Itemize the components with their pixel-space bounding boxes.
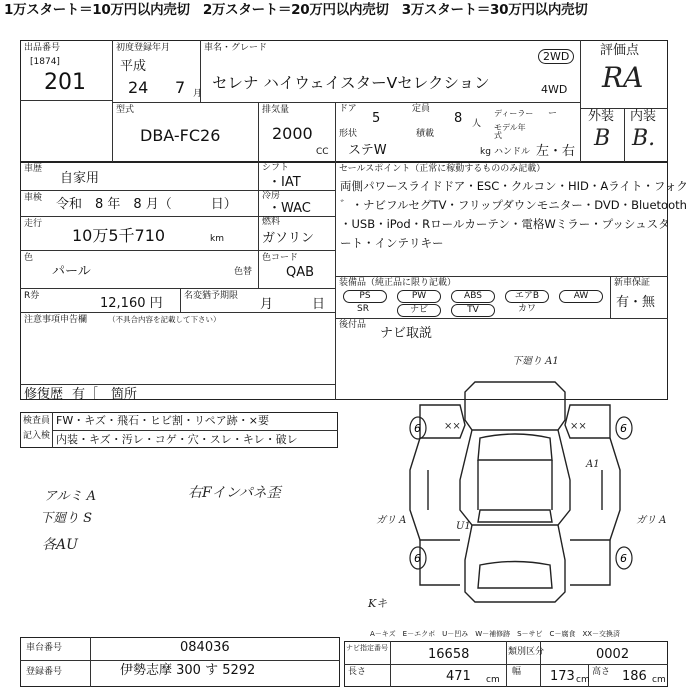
navi-no-label: ナビ指定番号: [346, 644, 388, 652]
dealer-value: ー: [548, 109, 558, 119]
length-unit: cm: [486, 675, 500, 685]
shift-label: シフト: [262, 163, 290, 173]
grade: RA: [602, 61, 644, 94]
model-code: DBA-FC26: [140, 126, 221, 145]
repair-label: 修復歴: [24, 387, 64, 402]
repair: 有［ 箇所: [72, 387, 138, 402]
width-unit: cm: [576, 675, 590, 685]
hw-scrape-left: ガリ A: [376, 515, 407, 526]
fuel: ガソリン: [262, 231, 315, 246]
lot-label: 出品番号: [24, 43, 61, 53]
equip-aw: AW: [559, 290, 603, 303]
capacity-label: 定員: [412, 104, 431, 114]
damage-legend: A－キズ E－エクボ U－凹み W－補修跡 S－サビ C－腐食 XX－交換済: [370, 630, 621, 638]
equip-navi: ナビ: [397, 304, 441, 317]
hw-each: 各AU: [42, 537, 78, 553]
month-unit: 月: [193, 89, 203, 99]
shape-label: 形状: [339, 129, 358, 139]
hw-diag-top: 下廻り A1: [512, 356, 559, 367]
load-label: 積載: [416, 129, 435, 139]
displacement-label: 排気量: [262, 105, 290, 115]
model-year-label: モデル年式: [494, 123, 526, 140]
recycle: 12,160 円: [100, 296, 163, 311]
hw-bottom: Kキ: [368, 597, 388, 610]
sales-points-label: セールスポイント（正常に稼動するもののみ記載）: [339, 164, 546, 174]
tire-fl-mark: 6: [414, 422, 421, 435]
ac-label: 冷房: [262, 191, 281, 201]
capacity-unit: 人: [472, 119, 482, 129]
shape: ステW: [348, 143, 387, 158]
mileage-label: 走行: [24, 219, 43, 229]
hw-dash-note: 右Fインパネ歪: [188, 485, 281, 501]
cat-label: 類別区分: [508, 647, 545, 657]
equip-leather: カワ: [518, 304, 537, 314]
reg-month: 7: [175, 78, 186, 97]
displacement: 2000: [272, 124, 313, 143]
pricing-banner: 1万スタート＝10万円以内売切 2万スタート＝20万円以内売切 3万スタート＝30万円以内売切: [4, 2, 588, 18]
drive-2wd: 2WD: [538, 49, 574, 64]
reg-year: 24: [128, 78, 149, 97]
notes-hint: （不具合内容を記載して下さい）: [108, 315, 221, 324]
hw-scrape-right: ガリ A: [636, 515, 667, 526]
ac: ・WAC: [268, 201, 311, 216]
new-car: 有・無: [616, 295, 656, 310]
exterior-label: 外装: [588, 109, 615, 124]
navi-no: 16658: [428, 647, 470, 662]
chassis-number: 084036: [180, 640, 230, 655]
lot-number: 201: [44, 70, 86, 95]
chassis-label: 車台番号: [26, 643, 63, 653]
inspection-label: 車検: [24, 193, 43, 203]
equip-ps: PS: [343, 290, 387, 303]
inspection: 令和 8 年 8 月（ 日）: [56, 197, 237, 212]
sales-line-2: ゛・ナビフルセグTV・フリップダウンモニター・DVD・Bluetooth: [340, 198, 687, 212]
reg-label: 登録番号: [26, 667, 63, 677]
height: 186: [622, 669, 647, 684]
exterior-grade: B: [594, 126, 611, 151]
check-label: 検査員: [23, 416, 51, 426]
equip-abs: ABS: [451, 290, 495, 303]
length-label: 長さ: [348, 667, 367, 677]
kg-unit: kg: [480, 147, 491, 157]
new-car-label: 新車保証: [614, 278, 651, 288]
interior-items: 内装・キズ・汚レ・コゲ・穴・スレ・キレ・破レ: [56, 433, 298, 446]
equip-pw: PW: [397, 290, 441, 303]
use-label: 車歴: [24, 164, 43, 174]
cc-unit: CC: [316, 147, 329, 157]
color-label: 色: [24, 253, 34, 263]
sales-line-4: ート・インテリキー: [340, 236, 444, 250]
recycle-label: R券: [24, 291, 40, 301]
title-change-label: 名変猶予期限: [184, 291, 239, 301]
reg-number: 伊勢志摩 300 す 5292: [120, 663, 256, 678]
hw-aluminum: アルミ A: [44, 489, 97, 504]
color: パール: [52, 264, 91, 279]
shift: ・IAT: [268, 175, 301, 190]
entry-label: 記入検: [23, 431, 51, 441]
tire-rr-mark: 6: [620, 552, 627, 565]
hw-xx-right: ××: [570, 421, 587, 432]
sales-line-1: 両側パワースライドドア・ESC・クルコン・HID・Aライト・フォク: [340, 179, 688, 193]
exterior-items: FW・キズ・飛石・ヒビ割・リペア跡・×要: [56, 414, 269, 427]
fuel-label: 燃料: [262, 217, 281, 227]
handle: 左・右: [536, 144, 576, 159]
capacity: 8: [454, 111, 463, 126]
interior-label: 内装: [630, 109, 657, 124]
length: 471: [446, 669, 471, 684]
cat-value: 0002: [596, 647, 630, 662]
tire-fr-mark: 6: [620, 422, 627, 435]
era: 平成: [120, 59, 147, 74]
km-unit: km: [210, 234, 224, 244]
color-swap-label: 色替: [234, 267, 253, 277]
door-count: 5: [372, 111, 381, 126]
car-name-label: 車名・グレード: [204, 43, 268, 53]
hw-a1: A1: [586, 459, 600, 470]
after-parts-label: 後付品: [339, 320, 367, 330]
title-change: 月 日: [260, 297, 326, 312]
width-label: 幅: [512, 667, 522, 677]
interior-grade: B.: [632, 126, 656, 151]
equip-airbag: エアB: [505, 290, 549, 303]
after-parts: ナビ取説: [380, 326, 433, 341]
color-no-label: 色コード: [262, 253, 299, 263]
handle-label: ハンドル: [494, 147, 531, 157]
sales-line-3: ・USB・iPod・Rロールカーテン・電格Wミラー・プッシュスタ: [340, 217, 670, 231]
width: 173: [550, 669, 575, 684]
drive-4wd: 4WD: [541, 83, 568, 96]
grade-label: 評価点: [600, 43, 640, 58]
dealer-label: ディーラー: [494, 109, 534, 118]
equip-sr: SR: [357, 304, 369, 314]
height-unit: cm: [652, 675, 666, 685]
hw-underbody: 下廻り S: [40, 511, 93, 526]
equip-tv: TV: [451, 304, 495, 317]
height-label: 高さ: [592, 667, 611, 677]
hw-xx-left: ××: [444, 421, 461, 432]
equipment-label: 装備品（純正品に限り記載）: [339, 278, 457, 288]
mileage: 10万5千710: [72, 226, 166, 245]
use: 自家用: [60, 171, 100, 186]
car-name: セレナ ハイウェイスターVセレクション: [212, 74, 490, 92]
car-diagram: [380, 360, 670, 620]
lot-code: [1874]: [30, 57, 60, 67]
hw-u1: U1: [456, 521, 471, 532]
tire-rl-mark: 6: [414, 552, 421, 565]
color-no: QAB: [286, 265, 315, 280]
door-label: ドア: [339, 104, 357, 114]
first-reg-label: 初度登録年月: [116, 43, 171, 53]
notes-label: 注意事項申告欄: [24, 315, 88, 325]
model-label: 型式: [116, 105, 135, 115]
